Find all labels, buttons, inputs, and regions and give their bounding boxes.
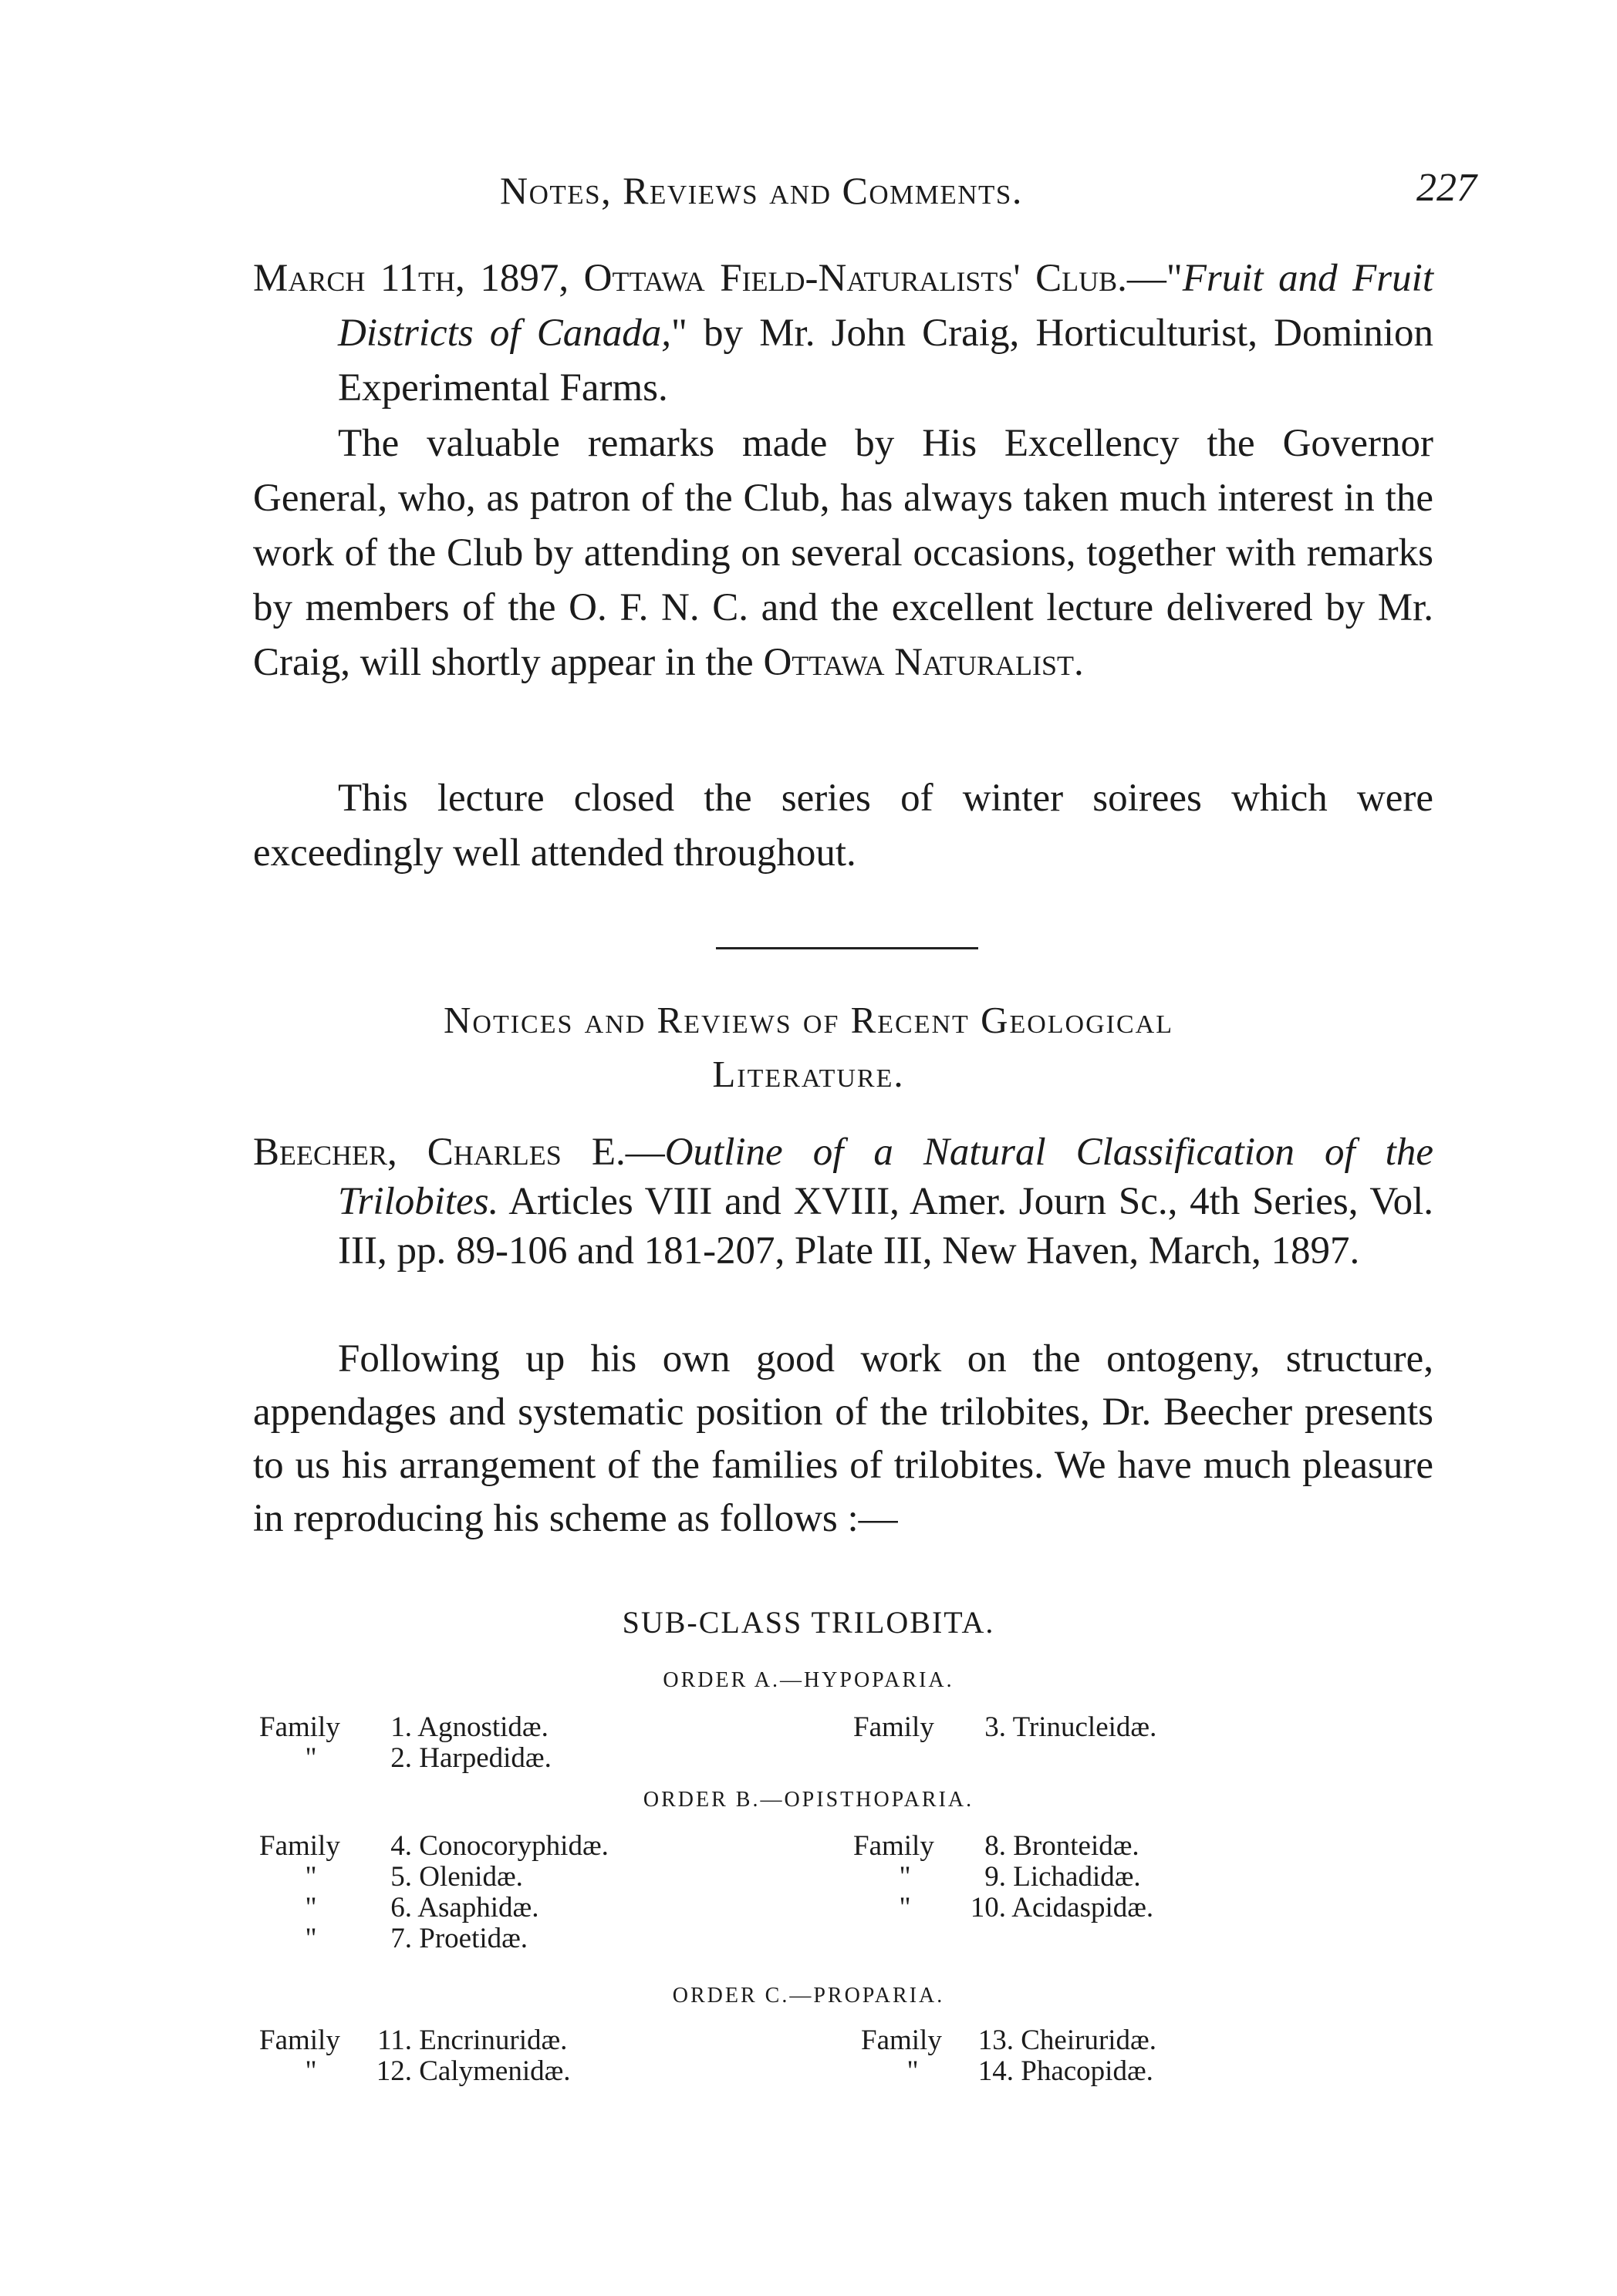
running-title: Notes, Reviews and Comments.: [500, 169, 1023, 212]
paragraph-governor: The valuable remarks made by His Excellency the Governor General, who, as patron of the Club, has always taken much interest in the work of the Club by attending on several occasions, together with remarks by members of the O. F. N. C. and the excellent lecture delivered by Mr. Craig, will shortly appear in the Ottawa Naturalist.: [253, 422, 1433, 684]
family-row: Family 3. Trinucleidæ.: [853, 1711, 1157, 1743]
citation-title: Outline of a Natural Classification of the Trilobites.: [338, 1131, 1433, 1223]
entry-lead: March 11th, 1897, Ottawa Field-Naturalists' Club.—": [253, 257, 1183, 300]
family-row: Family 13. Cheiruridæ.: [861, 2025, 1156, 2056]
family-row: " 9. Lichadidæ.: [899, 1861, 1141, 1893]
family-row: " 2. Harpedidæ.: [305, 1742, 552, 1774]
subclass-title: SUB-CLASS TRILOBITA.: [622, 1605, 995, 1640]
citation-details: Articles VIII and XVIII, Amer. Journ Sc., 4th Series, Vol. III, pp. 89-106 and 181-207, Plate III, New Haven, March, 1897.: [338, 1180, 1433, 1273]
entry-rest: " by Mr. John Craig, Horticulturist, Dominion Experimental Farms.: [338, 312, 1433, 410]
family-row: " 6. Asaphidæ.: [305, 1892, 539, 1923]
journal-name: Ottawa Naturalist: [763, 641, 1075, 684]
family-row: " 7. Proetidæ.: [305, 1923, 528, 1954]
section-heading: Notices and Reviews of Recent Geological Literature.: [444, 999, 1173, 1095]
family-row: " 10. Acidaspidæ.: [899, 1892, 1154, 1923]
family-row: " 5. Olenidæ.: [305, 1861, 523, 1893]
family-row: " 14. Phacopidæ.: [906, 2055, 1153, 2087]
family-row: " 12. Calymenidæ.: [305, 2055, 571, 2087]
lecture-title: Fruit and Fruit Districts of Canada,: [338, 257, 1433, 355]
paragraph-soirees: This lecture closed the series of winter soirees which were exceedingly well attended throughout.: [253, 777, 1433, 875]
lecture-entry: [253, 251, 1433, 416]
paragraph-beecher: Following up his own good work on the ontogeny, structure, appendages and systematic position of the trilobites, Dr. Beecher presents to us his arrangement of the families of trilobites. We have much pleasure in reproducing his scheme as follows :—: [253, 1337, 1433, 1540]
order-b-title: ORDER B.—OPISTHOPARIA.: [643, 1788, 974, 1812]
family-row: Family 4. Conocoryphidæ.: [259, 1830, 609, 1862]
order-c-title: ORDER C.—PROPARIA.: [672, 1984, 945, 2008]
page-number: 227: [1416, 166, 1477, 210]
citation-author: Beecher, Charles E.: [253, 1131, 626, 1174]
review-citation: Beecher, Charles E.—Outline of a Natural Classification of the Trilobites. Articles VIII and XVIII, Amer. Journ Sc., 4th Series, Vol. III, pp. 89-106 and 181-207, Plate III, New Haven, March, 1897.: [253, 1131, 1433, 1273]
section-divider: [716, 947, 978, 949]
order-a-title: ORDER A.—HYPOPARIA.: [663, 1668, 954, 1692]
family-row: Family 11. Encrinuridæ.: [259, 2025, 568, 2056]
family-row: Family 1. Agnostidæ.: [259, 1711, 549, 1743]
family-row: Family 8. Bronteidæ.: [853, 1830, 1139, 1862]
